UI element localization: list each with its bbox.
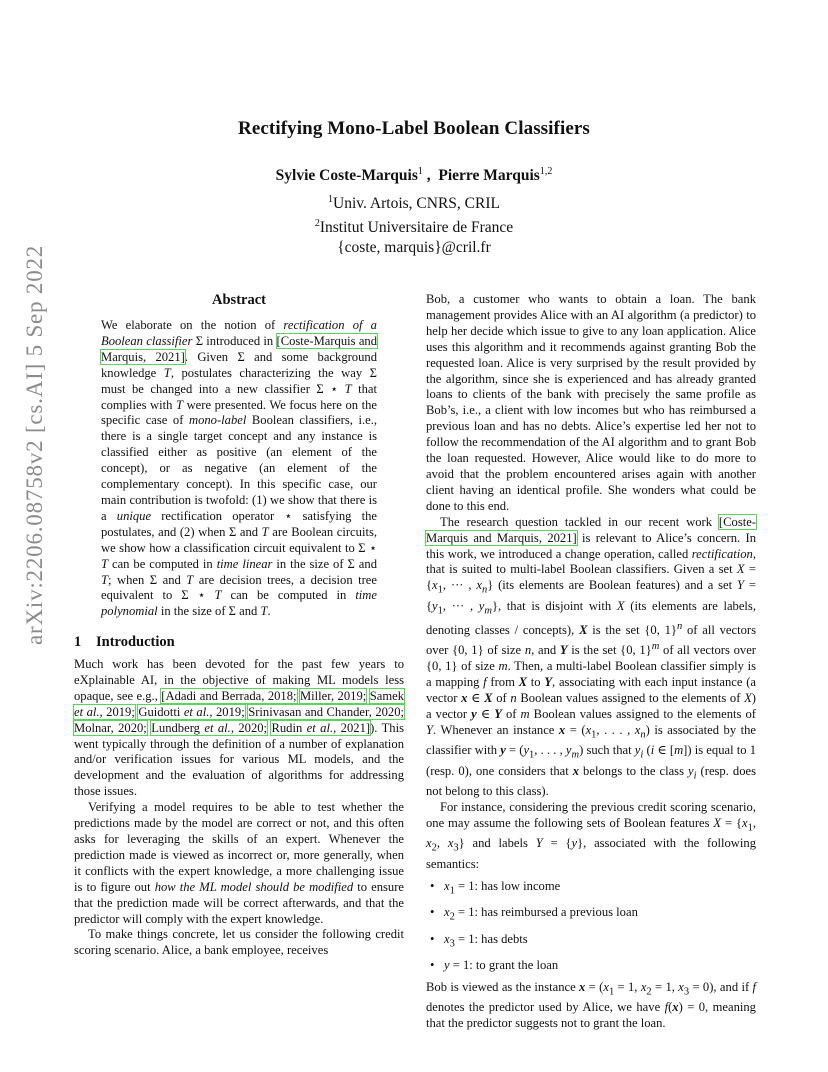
affiliation-2: $^2$Institut Universitaire de France	[314, 218, 514, 237]
abstract-body: We elaborate on the notion of rectification of a Boolean classifier Σ introduced in [Coste-Marquis and Marquis, 2021]. Given Σ and some background knowledge T, postulates characterizing the way Σ must be changed into a new classifier Σ ⋆ T that complies with T were presented. We focus here on the specific case of mono-label Boolean classifiers, i.e., there is a single target concept and any instance is classified either as positive (an element of the concept), or as negative (an element of the complementary concept). In this specific case, our main contribution is twofold: (1) we show that there is a unique rectification operator ⋆ satisfying the postulates, and (2) when Σ and T are Boolean circuits, we show how a classification circuit equivalent to Σ ⋆ T can be computed in time linear in the size of Σ and T; when Σ and T are decision trees, a decision tree equivalent to Σ ⋆ T can be computed in time polynomial in the size of Σ and T.	[101, 318, 378, 619]
list-item: • y = 1: to grant the loan	[444, 958, 756, 974]
introduction-text	[74, 657, 404, 959]
list-item: • $x_2 = 1$: has reimbursed a previous loan	[444, 905, 756, 925]
intro-paragraph: To make things concrete, let us consider the following credit scoring scenario. Alice, a bank employee, receives	[74, 927, 404, 958]
intro-paragraph: Verifying a model requires to be able to test whether the predictions made by the model are correct or not, and this often asks for leveraging the skills of an expert. Whenever the prediction made is viewed as incorrect or, more generally, when it conflicts with the expert knowledge, a more challenging issue is to figure out how the ML model should be modified to ensure that the prediction made will be correct afterwards, and that the predictor will comply with the expert knowledge.	[74, 800, 404, 926]
right-column-text	[426, 292, 756, 1032]
body-paragraph: Bob, a customer who wants to obtain a loan. The bank management provides Alice with an AI algorithm (a predictor) to help her decide which issue to give to any loan application. Alice uses this algorithm and it recommends against granting Bob the requested loan. Alice is very surprised by the result provided by the algorithm, since she is experienced and has already granted loans to clients of the bank with precisely the same profile as Bob’s, i.e., a client with low incomes but who has reimbursed a previous loan and has no debts. Alice’s expertise led her not to follow the recommendation of the AI algorithm and to grant Bob the loan requested. However, Alice would like to do more to avoid that the problem encountered arises again with another client having an identical profile. She wonders what could be done to this end.	[426, 292, 756, 513]
body-paragraph: Bob is viewed as the instance $x = (x_1 = 1$, $x_2 = 1$, $x_3 = 0$), and if f denotes the predictor used by Alice, we have f(x) = 0, meaning that the predictor suggests not to grant the loan.	[426, 979, 757, 1031]
affiliations	[0, 190, 828, 258]
author-1: Sylvie Coste-Marquis	[275, 167, 418, 185]
feature-semantics-list	[426, 879, 756, 974]
author-separator: ,	[422, 167, 439, 185]
author-2-affil: 1,2	[539, 166, 553, 177]
author-2: Pierre Marquis	[438, 167, 540, 185]
paper-title: Rectifying Mono-Label Boolean Classifiers	[238, 118, 590, 139]
author-emails: {coste, marquis}@cril.fr	[337, 239, 491, 257]
author-line	[0, 166, 828, 185]
list-item: • $x_1 = 1$: has low income	[444, 879, 756, 899]
body-paragraph: For instance, considering the previous credit scoring scenario, one may assume the following sets of Boolean features $X = \{x_1$, $x_2$, $x_3$} and labels Y = {y}, associated with the following semantics:	[426, 800, 756, 871]
body-paragraph: The research question tackled in our recent work [Coste-Marquis and Marquis, 2021] is relevant to Alice’s concern. In this work, we introduced a change operation, called rectification, that is suited to multi-label Boolean classifiers. Given a set $X = \{x_1$, ··· , $x_n$} (its elements are Boolean features) and a set $Y = \{y_1$, ··· , $y_m$}, that is disjoint with X (its elements are labels, denoting classes / concepts), X is the set {0, 1}$^n$ of all vectors over {0, 1} of size n, and Y is the set {0, 1}$^m$ of all vectors over {0, 1} of size m. Then, a multi-label Boolean classifier simply is a mapping f from X to Y, associating with each input instance (a vector x ∈ X of n Boolean values assigned to the elements of X) a vector y ∈ Y of m Boolean values assigned to the elements of Y. Whenever an instance $x = (x_1$, . . . , $x_n$) is associated by the classifier with $y = (y_1$, . . . , $y_m$) such that $y_i$ (i ∈ [m]) is equal to 1 (resp. 0), one considers that x belongs to the class $y_i$ (resp. does not belong to this class).	[426, 514, 757, 799]
section-heading-introduction	[74, 634, 404, 651]
affiliation-1: $^1$Univ. Artois, CNRS, CRIL	[328, 194, 500, 213]
section-number: 1	[74, 634, 82, 650]
section-title: Introduction	[96, 634, 175, 650]
list-item: • $x_3 = 1$: has debts	[444, 932, 756, 952]
intro-paragraph: Much work has been devoted for the past few years to eXplainable AI, in the objective of making ML models less opaque, see e.g., [Adadi and Berrada, 2018; Miller, 2019; Samek et al., 2019; Guidotti et al., 2019; Srinivasan and Chander, 2020; Molnar, 2020; Lundberg et al., 2020; Rudin et al., 2021]). This went typically through the definition of a number of explanation and/or verification issues for various ML models, and the development and the evaluation of algorithms for addressing those issues.	[74, 657, 405, 799]
abstract-heading: Abstract	[212, 292, 266, 308]
arxiv-side-stamp: arXiv:2206.08758v2 [cs.AI] 5 Sep 2022	[22, 244, 47, 645]
author-1-affil: 1	[417, 166, 423, 177]
